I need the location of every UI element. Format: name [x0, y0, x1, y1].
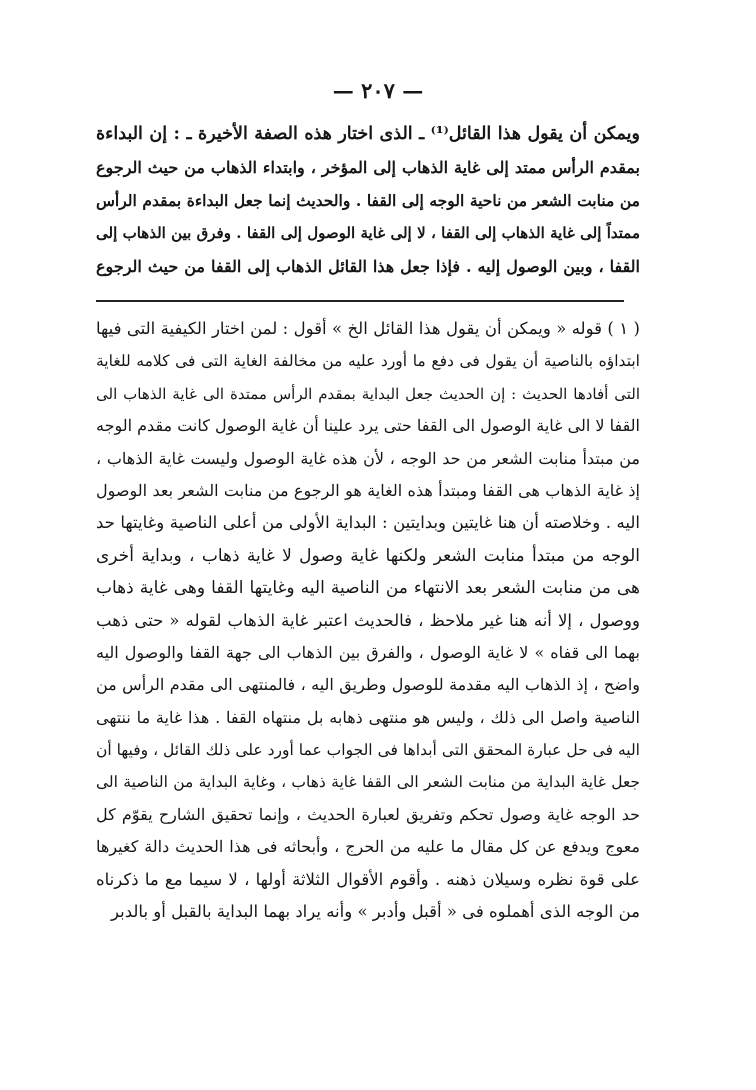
footnote-line: حد الوجه غاية وصول تحكم وتفريق لعبارة الحديث ، وإنما تحقيق الشارح يقوّم كل	[96, 804, 640, 824]
main-text-line: القفا ، وبين الوصول إليه . فإذا جعل هذا القائل الذهاب إلى القفا من حيث الرجوع	[96, 257, 640, 276]
main-text-line: من منابت الشعر من ناحية الوجه إلى القفا . والحديث إنما جعل البداءة بمقدم الرأس	[96, 191, 640, 210]
footnote-line: هى من منابت الشعر بعد الانتهاء من الناصية اليه وغايتها القفا وهى غاية ذهاب	[96, 578, 640, 599]
footnote-line: القفا لا الى غاية الوصول الى القفا حتى يرد علينا أن غاية الوصول كانت مقدم الوجه	[96, 416, 640, 436]
footnote-line: اليه . وخلاصته أن هنا غايتين وبدايتين : البداية الأولى من أعلى الناصية وغايتها حد	[96, 513, 640, 533]
footnote-line: الوجه من مبتدأ منابت الشعر ولكنها غاية وصول لا غاية ذهاب ، وبداية أخرى	[96, 545, 640, 566]
main-text-line: بمقدم الرأس ممتد إلى غاية الذهاب إلى المؤخر ، وابتداء الذهاب من حيث الرجوع	[96, 158, 640, 177]
main-text-line: ويمكن أن يقول هذا القائل⁽¹⁾ ـ الذى اختار هذه الصفة الأخيرة ـ : إن البداءة	[96, 124, 640, 144]
footnote	[96, 313, 640, 928]
footnote-line: معوج ويدفع عن كل مقال ما عليه من الحرج ، وأبحاثه فى هذا الحديث دالة كغيرها	[96, 837, 640, 857]
footnote-line: إذ غاية الذهاب هى القفا ومبتدأ هذه الغاية هو الرجوع من منابت الشعر بعد الوصول	[96, 480, 640, 500]
footnote-line: واضح ، إذ الذهاب اليه مقدمة للوصول وطريق اليه ، فالمنتهى الى مقدم الرأس من	[96, 675, 640, 695]
footnote-line: من الوجه الذى أهملوه فى « أقبل وأدبر » وأنه يراد بهما البداية بالقبل أو بالدبر	[111, 902, 640, 922]
footnote-line: على قوة نظره وسيلان ذهنه . وأقوم الأقوال الثلاثة أولها ، لا سيما مع ما ذكرناه	[96, 869, 640, 889]
footnote-line: اليه فى حل عبارة المحقق التى أبداها فى الجواب عما أورد على ذلك القائل ، وفيها أن	[96, 741, 640, 760]
footnote-line: التى أفادها الحديث : إن الحديث جعل البداية بمقدم الرأس ممتدة الى غاية الذهاب الى	[96, 384, 640, 403]
footnote-line: ووصول ، إلا أنه هنا غير ملاحظ ، فالحديث اعتبر غاية الذهاب لقوله « حتى ذهب	[96, 610, 640, 630]
footnote-line: ابتداؤه بالناصية أن يقول فى دفع ما أورد عليه من مخالفة الغاية التى فى كلامه للغاية	[96, 352, 640, 371]
page-number: — ٢٠٧ —	[332, 78, 424, 103]
footnote-divider	[96, 300, 624, 302]
main-text	[96, 118, 640, 283]
footnote-line: ( ١ ) قوله « ويمكن أن يقول هذا القائل الخ » أقول : لمن اختار الكيفية التى فيها	[96, 319, 640, 338]
footnote-line: جعل غاية البداية من منابت الشعر الى القفا غاية ذهاب ، وغاية البداية من الناصية الى	[96, 773, 640, 792]
footnote-line: الناصية واصل الى ذلك ، وليس هو منتهى ذهابه بل منتهاه القفا . هذا غاية ما ننتهى	[96, 707, 640, 727]
main-text-line: ممتداً إلى غاية الذهاب إلى القفا ، لا إلى غاية الوصول إلى القفا . وفرق بين الذهاب إلى	[96, 224, 640, 242]
footnote-line: بهما الى قفاه » لا غاية الوصول ، والفرق بين الذهاب الى جهة القفا والوصول اليه	[96, 642, 640, 662]
footnote-line: من مبتدأ منابت الشعر من حد الوجه ، لأن هذه غاية الوصول وليست غاية الذهاب ،	[96, 448, 640, 468]
